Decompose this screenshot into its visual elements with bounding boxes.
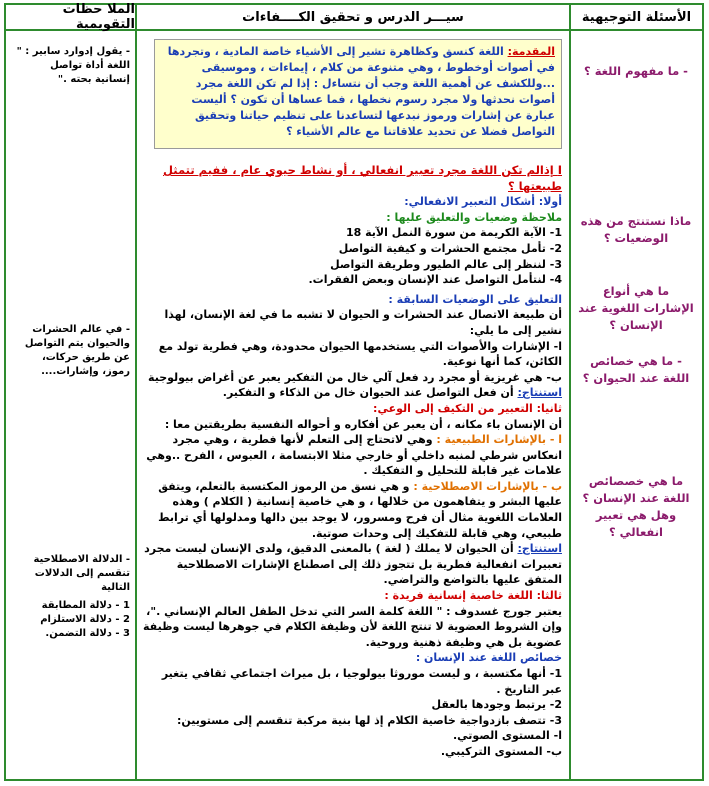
intro-box [154,39,562,149]
conventional-signals-text: و هي نسق من الرموز المكتسبة بالتعلم، ويتفق عليها البشر و يتفاهمون من خلالها ، و هي خاصية إنسانية ( الكلام ) وهذه العلامات اللغوية مثال أن فرح ومسرور، لا يوجد بين دالها ومدلولها أي ترابط طبيعي، وهي قابلة للتفكيك إلى وحدات صوتية. [158,479,562,540]
natural-signals-label: ا - بالإشارات الطبيعية : [436,433,562,447]
feature-item: 2- يرتبط وجودها بالعقل [431,698,562,712]
question-language-concept: - ما مفهوم اللغة ؟ [584,64,688,78]
question-human-language: ما هي خصصائص اللغة عند الإنسان ؟ وهل هي تعبير انفعالي ؟ [582,474,690,539]
feature-item: 3- تتصف بازدواجية خاصية الكلام إذ لها بنية مركبة تنقسم إلى مستويين: [176,713,562,727]
comment-title: التعليق على الوضعيات السابقة : [388,292,562,306]
observation-title: ملاحظة وضعيات والتعليق عليها : [386,210,562,224]
second-section-title: ثانيا: التعبير من التكيف إلى الوعي: [373,401,562,415]
conventional-signals [142,479,562,541]
third-text: يعتبر جورج غسدوف : " اللغة كلمة السر التي تدخل الطفل العالم الإنساني ."، وإن الشروط العضوية لا تنتج اللغة لأن وظيفة الكلام في جوهرها ليست وظيفة عضوية بل هي وظيفة ذهنية وروحية. [143,604,562,649]
note-meaning-1: 1 - دلالة المطابقة [41,600,130,611]
observation-item: 2- تأمل مجتمع الحشرات و كيفية التواصل [338,241,562,255]
intro-text: اللغة كنسق وكظاهرة تشير إلى الأشياء خاصة المادية ، وتجردها في أصوات أوخطوط ، وهي متنوعة من كلام ، إيماءات ، وموسيقى ...وللكشف عن أهمية اللغة وجب أن نتساءل : إذا لم تكن اللغة مجرد أصوات نحدثها ولا مجرد رسوم نخطها ، فما عساها أن تكون ؟ أليست عبارة عن إشارات ورموز نبدعها لتساعدنا على تنظيم حياتنا وتحقيق التواصل فضلا عن تحديد علاقاتنا مع عالم الأشياء ؟ [167,45,555,138]
question-conclusion: ماذا نستنتج من هذه الوضعيات ؟ [580,214,692,245]
question-signal-types: ما هي أنواع الإشارات اللغوية عند الإنسان ؟ [578,284,694,332]
note-conventional-meaning: - الدلالة الاصطلاحية تنقسم إلى الدلالات التالية [33,554,130,593]
lesson-sheet [4,3,704,781]
second-intro: أن الإنسان باء مكانه ، أن يعبر عن أفكاره و أحواله النفسية بطريقتين معا : [164,417,562,431]
intro-label: المقدمة: [507,45,555,58]
problem-statement: I إذالم تكن اللغة مجرد تعبير انفعالي ، أو نشاط حيوي عام ، ففيم تتمثل طبيعتها ؟ [163,163,562,193]
observation-item: 3- لننظر إلى عالم الطيور وطريقة التواصل [330,257,562,271]
conclusion-2-text: أن الحيوان لا يملك ( لغة ) بالمعنى الدقيق، ولدى الإنسان ليست مجرد تعبيرات انفعالية فطرية بل تتجوز ذلك إلى اصطناع الإشارات الاصطلاحية المتفق عليها بالتواضع والتراضي. [144,542,562,587]
lesson-body [142,163,562,760]
note-sapir-quote: - يقول إدوارد سابير : " اللغة أداة تواصل إنسانية بحته ." [16,46,130,85]
conclusion-2 [142,541,562,588]
note-animal-communication: - في عالم الحشرات والحيوان يتم التواصل عن طريق حركات، رموز، وإشارات.... [24,324,130,377]
conclusion-2-label: استنتاج: [517,542,562,556]
observation-item: 4- لنتأمل التواصل عند الإنسان وبعض الفقرات. [308,273,562,287]
level-item: ب- المستوى التركيبي. [440,744,562,758]
conclusion-1 [142,385,562,401]
question-animal-language: - ما هي خصائص اللغة عند الحيوان ؟ [582,354,690,385]
conventional-signals-label: ب - بالإشارات الاصطلاحية : [413,479,562,493]
third-section-title: ثالثا: اللغة خاصية إنسانية فريدة : [384,589,562,603]
column-divider-left [135,5,137,779]
observation-item: 1- الآية الكريمة من سورة النمل الآية 18 [345,226,562,240]
point-b: ب- هي غريزية أو مجرد رد فعل آلي خال من التفكير يعبر عن أغراض بيولوجية [148,370,562,384]
natural-signals [142,432,562,479]
note-meaning-3: 3 - دلالة التضمن. [45,628,130,639]
conclusion-1-label: استنتاج: [517,386,562,400]
header-lesson-progress: سيـــر الدرس و تحقيق الكــــفاءات [137,5,569,31]
header-guiding-questions: الأسئلة التوجيهية [571,5,702,31]
column-divider-right [569,5,571,779]
note-meaning-2: 2 - دلالة الاستلزام [40,614,130,625]
header-evaluation-notes: الملا حظات التقويمية [6,5,135,31]
feature-item: 1- أنها مكتسبة ، و ليست موروثا بيولوجيا ، بل ميراث اجتماعي ثقافي يتغير عبر التاريخ . [161,667,562,696]
natural-signals-text: وهي لاتحتاج إلى التعلم لأنها فطرية ، وهي مجرد انعكاس شرطي لمنبه داخلي أو خارجي مثلا الابتسامة ، العبوس ، الفرح ..وهي علامات غير قابلة للتحليل و التفكيك . [146,433,562,478]
comment-text: أن طبيعة الاتصال عند الحشرات و الحيوان لا تشبه ما في لغة الإنسان، لهذا نشير إلى ما يلي: [164,308,562,337]
first-section-title: أولا: أشكال التعبير الانفعالي: [404,195,562,209]
level-item: ا- المستوى الصوتي. [452,729,562,743]
features-title: خصائص اللغة عند الإنسان : [415,651,562,665]
conclusion-1-text: أن فعل التواصل عند الحيوان خال من الذكاء و التفكير. [222,386,514,400]
point-a: ا- الإشارات والأصوات التي يستخدمها الحيوان محدودة، وهي فطرية تولد مع الكائن، كما أنها نوعية. [158,339,562,369]
